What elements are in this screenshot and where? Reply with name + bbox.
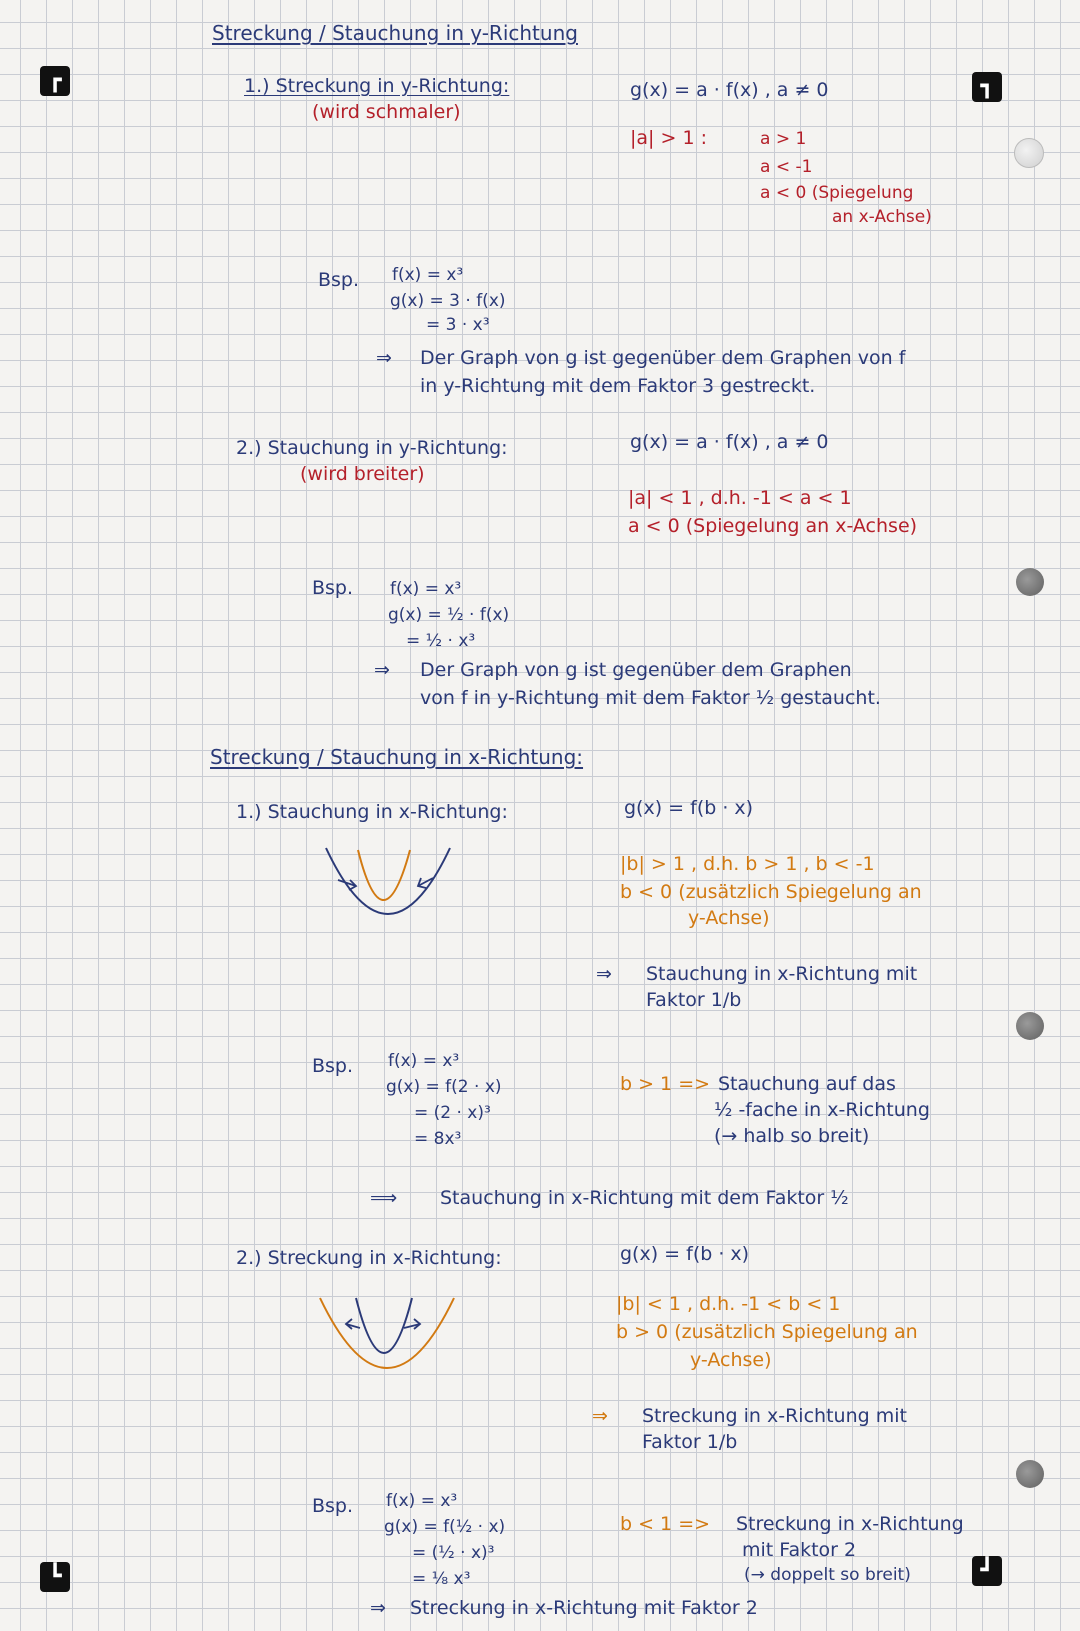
y1-example-line-2: g(x) = 3 · f(x) bbox=[390, 291, 506, 311]
y2-example-line-1: f(x) = x³ bbox=[390, 579, 462, 599]
x2-example-line-2: g(x) = f(½ · x) bbox=[384, 1517, 506, 1537]
corner-marker-bottom-right: ┛ bbox=[972, 1556, 1002, 1586]
x1-condition-2: b < 0 (zusätzlich Spiegelung an bbox=[620, 881, 922, 903]
y1-conclusion-line-1: Der Graph von g ist gegenüber dem Graphen von f bbox=[420, 347, 906, 369]
y1-example-line-1: f(x) = x³ bbox=[392, 265, 464, 285]
x1-parabola-sketch bbox=[318, 840, 458, 940]
x1-note-line-3: (→ halb so breit) bbox=[714, 1125, 870, 1147]
x2-parabola-sketch bbox=[312, 1288, 462, 1388]
x1-example-line-4: = 8x³ bbox=[414, 1129, 462, 1149]
y2-conclusion-line-2: von f in y-Richtung mit dem Faktor ½ gestaucht. bbox=[420, 687, 881, 709]
y1-example-line-3: = 3 · x³ bbox=[426, 315, 490, 335]
x2-conclusion-arrow-icon: ⇒ bbox=[370, 1597, 386, 1619]
x1-title: 1.) Stauchung in x-Richtung: bbox=[236, 801, 508, 823]
x2-result-arrow-icon: ⇒ bbox=[592, 1405, 608, 1427]
x1-example-label: Bsp. bbox=[312, 1055, 354, 1077]
x2-example-line-3: = (½ · x)³ bbox=[412, 1543, 495, 1563]
corner-marker-bottom-left: ┗ bbox=[40, 1562, 70, 1592]
x1-note-line-1: Stauchung auf das bbox=[718, 1073, 896, 1095]
y2-condition-1: |a| < 1 , d.h. -1 < a < 1 bbox=[628, 487, 852, 509]
x2-example-line-4: = ⅛ x³ bbox=[412, 1569, 471, 1589]
corner-marker-top-left: ┏ bbox=[40, 66, 70, 96]
x1-example-line-1: f(x) = x³ bbox=[388, 1051, 460, 1071]
y1-conclusion-line-2: in y-Richtung mit dem Faktor 3 gestreckt. bbox=[420, 375, 816, 397]
y2-example-label: Bsp. bbox=[312, 577, 354, 599]
x1-result-arrow-icon: ⇒ bbox=[596, 963, 612, 985]
x1-conclusion-arrow-icon: ⟹ bbox=[370, 1187, 398, 1209]
x1-result-line-2: Faktor 1/b bbox=[646, 989, 742, 1011]
x2-condition-2b: y-Achse) bbox=[690, 1349, 772, 1371]
y2-example-line-2: g(x) = ½ · f(x) bbox=[388, 605, 510, 625]
y2-conclusion-line-1: Der Graph von g ist gegenüber dem Graphen bbox=[420, 659, 852, 681]
x2-title: 2.) Streckung in x-Richtung: bbox=[236, 1247, 502, 1269]
y1-condition-1: a > 1 bbox=[760, 129, 807, 149]
x2-note-condition: b < 1 => bbox=[620, 1513, 711, 1535]
punch-hole bbox=[1016, 568, 1044, 596]
y1-example-label: Bsp. bbox=[318, 269, 360, 291]
y1-condition-3: a < 0 (Spiegelung bbox=[760, 183, 914, 203]
x2-note-line-3: (→ doppelt so breit) bbox=[744, 1565, 911, 1585]
x1-condition-2b: y-Achse) bbox=[688, 907, 770, 929]
x1-formula: g(x) = f(b · x) bbox=[624, 797, 754, 819]
y1-arrow-icon: ⇒ bbox=[376, 347, 392, 369]
x2-note-line-2: mit Faktor 2 bbox=[742, 1539, 857, 1561]
y1-title: 1.) Streckung in y-Richtung: bbox=[244, 75, 510, 97]
heading-y-direction: Streckung / Stauchung in y-Richtung bbox=[212, 21, 578, 45]
x2-condition-1: |b| < 1 , d.h. -1 < b < 1 bbox=[616, 1293, 841, 1315]
x2-condition-2: b > 0 (zusätzlich Spiegelung an bbox=[616, 1321, 918, 1343]
y1-condition-3b: an x-Achse) bbox=[832, 207, 932, 227]
x1-note-condition: b > 1 => bbox=[620, 1073, 711, 1095]
x2-formula: g(x) = f(b · x) bbox=[620, 1243, 750, 1265]
y2-example-line-3: = ½ · x³ bbox=[406, 631, 476, 651]
punch-hole bbox=[1016, 1012, 1044, 1040]
y2-subtitle: (wird breiter) bbox=[300, 463, 425, 485]
y2-condition-2: a < 0 (Spiegelung an x-Achse) bbox=[628, 515, 918, 537]
x1-result-line-1: Stauchung in x-Richtung mit bbox=[646, 963, 918, 985]
x2-note-line-1: Streckung in x-Richtung bbox=[736, 1513, 964, 1535]
y1-condition-2: a < -1 bbox=[760, 157, 813, 177]
heading-x-direction: Streckung / Stauchung in x-Richtung: bbox=[210, 745, 584, 769]
x2-example-label: Bsp. bbox=[312, 1495, 354, 1517]
x1-example-line-3: = (2 · x)³ bbox=[414, 1103, 491, 1123]
x1-condition-1: |b| > 1 , d.h. b > 1 , b < -1 bbox=[620, 853, 875, 875]
x1-example-line-2: g(x) = f(2 · x) bbox=[386, 1077, 502, 1097]
x1-conclusion: Stauchung in x-Richtung mit dem Faktor ½ bbox=[440, 1187, 849, 1209]
x2-result-line-2: Faktor 1/b bbox=[642, 1431, 738, 1453]
x1-note-line-2: ½ -fache in x-Richtung bbox=[714, 1099, 930, 1121]
y1-condition-label: |a| > 1 : bbox=[630, 127, 707, 149]
x2-result-line-1: Streckung in x-Richtung mit bbox=[642, 1405, 907, 1427]
y2-arrow-icon: ⇒ bbox=[374, 659, 390, 681]
y2-formula: g(x) = a · f(x) , a ≠ 0 bbox=[630, 431, 829, 453]
punch-hole bbox=[1014, 138, 1044, 168]
x2-conclusion: Streckung in x-Richtung mit Faktor 2 bbox=[410, 1597, 758, 1619]
x2-example-line-1: f(x) = x³ bbox=[386, 1491, 458, 1511]
y1-subtitle: (wird schmaler) bbox=[312, 101, 461, 123]
punch-hole bbox=[1016, 1460, 1044, 1488]
y2-title: 2.) Stauchung in y-Richtung: bbox=[236, 437, 508, 459]
corner-marker-top-right: ┓ bbox=[972, 72, 1002, 102]
y1-formula: g(x) = a · f(x) , a ≠ 0 bbox=[630, 79, 829, 101]
